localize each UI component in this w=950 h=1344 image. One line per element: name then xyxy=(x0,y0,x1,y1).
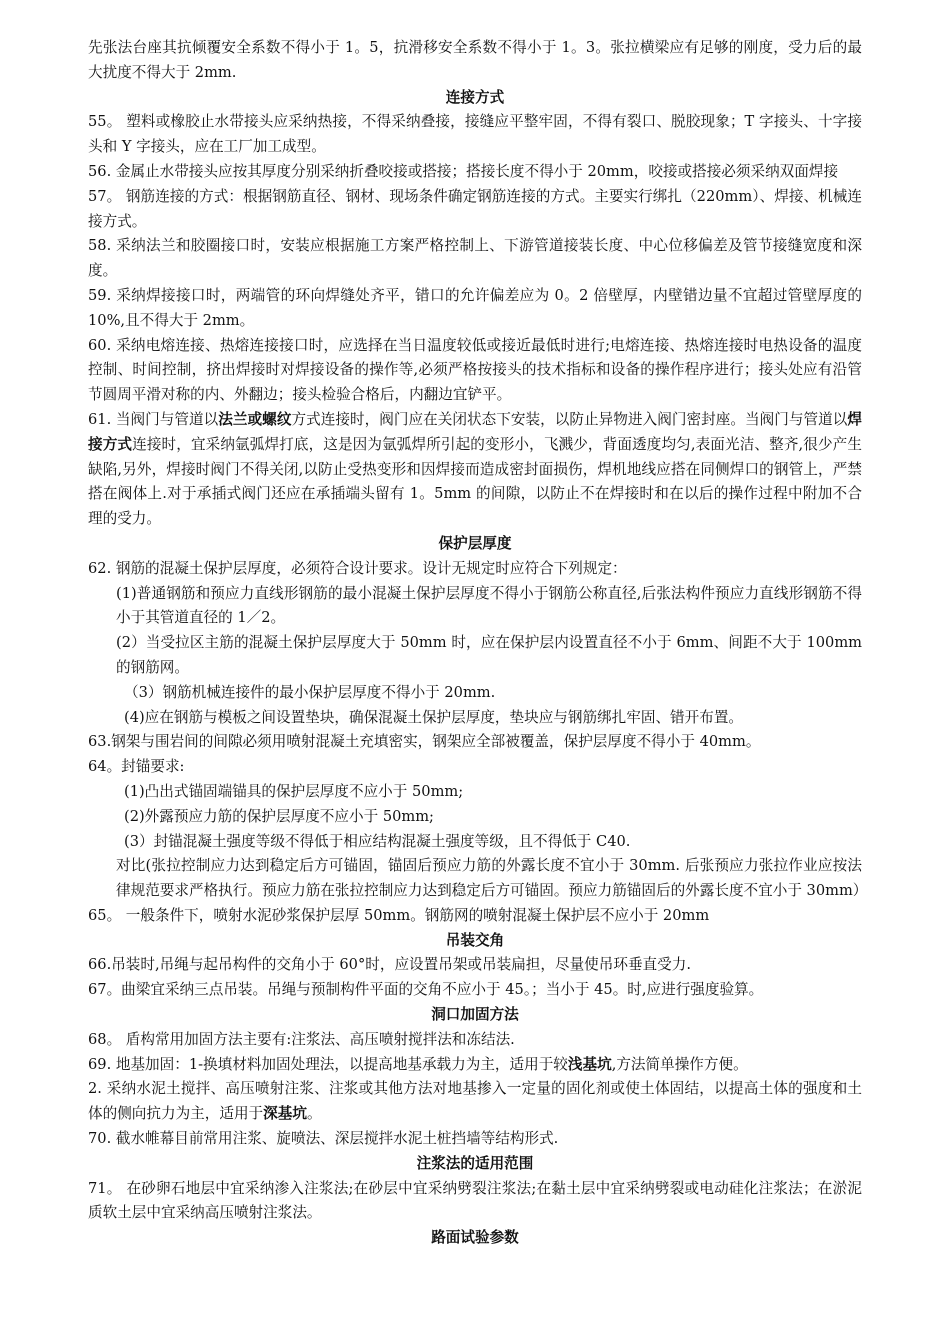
paragraph-62: 62. 钢筋的混凝土保护层厚度，必须符合设计要求。设计无规定时应符合下列规定： xyxy=(88,559,627,577)
paragraph-66: 66.吊装时,吊绳与起吊构件的交角小于 60°时，应设置吊架或吊装扁担，尽量使吊环垂直受力. xyxy=(88,956,691,974)
paragraph-64-item-2: (2)外露预应力筋的保护层厚度不应小于 50mm; xyxy=(124,807,434,825)
paragraph-61 xyxy=(88,408,862,532)
section-heading-portal-reinforcement: 洞口加固方法 xyxy=(431,1006,519,1024)
section-heading-pavement-test: 路面试验参数 xyxy=(431,1229,519,1247)
paragraph-69-part-e: 。 xyxy=(306,1105,322,1123)
paragraph-61-part-c: 方式连接时，阀门应在关闭状态下安装，以防止异物进入阀门密封座。当阀门与管道以 xyxy=(291,410,848,428)
paragraph-57: 57。 钢筋连接的方式：根据钢筋直径、钢材、现场条件确定钢筋连接的方式。主要实行绑扎（220mm）、焊接、机械连接方式。 xyxy=(88,187,862,230)
paragraph-61-part-d: 连接时，宜采纳氩弧焊打底，这是因为氩弧焊所引起的变形小，飞溅少，背面透度均匀,表面光洁、整齐,很少产生缺陷,另外，焊接时阀门不得关闭,以防止受热变形和因焊接而造成密封面损伤，焊机地线应搭在同侧焊口的钢管上，严禁搭在阀体上.对于承插式阀门还应在承插端头留有 1。5mm 的间隙，以防止不在焊接时和在以后的操作过程中附加不合理的受力。 xyxy=(88,435,862,528)
bold-flange-thread: 法兰或螺纹 xyxy=(218,410,292,428)
bold-shallow-pit: 浅基坑 xyxy=(567,1055,612,1073)
paragraph-70: 70. 截水帷幕目前常用注浆、旋喷法、深层搅拌水泥土桩挡墙等结构形式. xyxy=(88,1130,559,1148)
paragraph-62-item-1: (1)普通钢筋和预应力直线形钢筋的最小混凝土保护层厚度不得小于钢筋公称直径,后张法构件预应力直线形钢筋不得小于其管道直径的 1／2。 xyxy=(116,584,862,627)
paragraph-71: 71。 在砂卵石地层中宜采纳渗入注浆法;在砂层中宜采纳劈裂注浆法;在黏土层中宜采纳劈裂或电动硅化注浆法；在淤泥质软土层中宜采纳高压喷射注浆法。 xyxy=(88,1179,862,1222)
paragraph-55: 55。 塑料或橡胶止水带接头应采纳热接，不得采纳叠接，接缝应平整牢固，不得有裂口、脱胶现象；T 字接头、十字接头和 Y 字接头，应在工厂加工成型。 xyxy=(88,113,862,156)
bold-deep-pit: 深基坑 xyxy=(263,1105,307,1123)
paragraph-intro: 先张法台座其抗倾覆安全系数不得小于 1。5，抗滑移安全系数不得小于 1。3。张拉横梁应有足够的刚度，受力后的最大扰度不得大于 2mm. xyxy=(88,39,862,81)
paragraph-58: 58. 采纳法兰和胶圈接口时，安装应根据施工方案严格控制上、下游管道接装长度、中心位移偏差及管节接缝宽度和深度。 xyxy=(88,237,862,280)
paragraph-69-part-c: ,方法简单操作方便。 xyxy=(611,1055,748,1073)
paragraph-59: 59. 采纳焊接接口时，两端管的环向焊缝处齐平，错口的允许偏差应为 0。2 倍壁厚，内壁错边量不宜超过管壁厚度的 10%,且不得大于 2mm。 xyxy=(88,286,862,329)
paragraph-67: 67。曲梁宜采纳三点吊装。吊绳与预制构件平面的交角不应小于 45。；当小于 45。时,应进行强度验算。 xyxy=(88,981,764,999)
bold-welding-method: 焊接方式 xyxy=(88,410,862,453)
paragraph-65: 65。 一般条件下，喷射水泥砂浆保护层厚 50mm。钢筋网的喷射混凝土保护层不应小于 20mm xyxy=(88,906,710,924)
section-heading-lifting-angle: 吊装交角 xyxy=(445,931,505,949)
paragraph-69-part-d: 2. 采纳水泥土搅拌、高压喷射注浆、注浆或其他方法对地基掺入一定量的固化剂或使土体固结，以提高土体的强度和土体的侧向抗力为主，适用于 xyxy=(88,1080,862,1123)
section-heading-cover-thickness: 保护层厚度 xyxy=(438,534,512,552)
paragraph-69-item-2 xyxy=(88,1077,862,1127)
paragraph-62-item-4: (4)应在钢筋与模板之间设置垫块，确保混凝土保护层厚度，垫块应与钢筋绑扎牢固、错开布置。 xyxy=(124,708,744,726)
paragraph-64: 64。封锚要求: xyxy=(88,758,185,776)
paragraph-56: 56. 金属止水带接头应按其厚度分别采纳折叠咬接或搭接；搭接长度不得小于 20mm，咬接或搭接必须采纳双面焊接 xyxy=(88,162,839,180)
paragraph-64-item-3: (3）封锚混凝土强度等级不得低于相应结构混凝土强度等级，且不得低于 C40. xyxy=(124,832,631,850)
section-heading-grouting-scope: 注浆法的适用范围 xyxy=(416,1154,534,1172)
paragraph-60: 60. 采纳电熔连接、热熔连接接口时，应选择在当日温度较低或接近最低时进行;电熔连接、热熔连接时电热设备的温度控制、时间控制，挤出焊接时对焊接设备的操作等,必须严格按接头的技术指标和设备的操作程序进行；接头处应有沿管节圆周平滑对称的内、外翻边；接头检验合格后，内翻边宜铲平。 xyxy=(88,336,862,404)
section-heading-connection: 连接方式 xyxy=(445,88,505,106)
paragraph-61-part-a: 61. 当阀门与管道以 xyxy=(88,410,219,428)
paragraph-69 xyxy=(88,1053,862,1078)
paragraph-64-comparison: 对比(张拉控制应力达到稳定后方可锚固，锚固后预应力筋的外露长度不宜小于 30mm. 后张预应力张拉作业应按法律规范要求严格执行。预应力筋在张拉控制应力达到稳定后方可锚固。预应力筋锚固后的外露长度不宜小于 30mm） xyxy=(116,857,868,900)
paragraph-69-part-a: 69. 地基加固：1-换填材料加固处理法，以提高地基承载力为主，适用于较 xyxy=(88,1055,568,1073)
paragraph-62-item-3: （3）钢筋机械连接件的最小保护层厚度不得小于 20mm. xyxy=(124,683,496,701)
paragraph-62-item-2: (2）当受拉区主筋的混凝土保护层厚度大于 50mm 时，应在保护层内设置直径不小于 6mm、间距不大于 100mm 的钢筋网。 xyxy=(116,634,862,676)
paragraph-68: 68。 盾构常用加固方法主要有:注浆法、高压喷射搅拌法和冻结法. xyxy=(88,1030,515,1048)
paragraph-64-item-1: (1)凸出式锚固端锚具的保护层厚度不应小于 50mm; xyxy=(124,782,464,800)
paragraph-63: 63.钢架与围岩间的间隙必须用喷射混凝土充填密实，钢架应全部被覆盖，保护层厚度不得小于 40mm。 xyxy=(88,733,761,751)
